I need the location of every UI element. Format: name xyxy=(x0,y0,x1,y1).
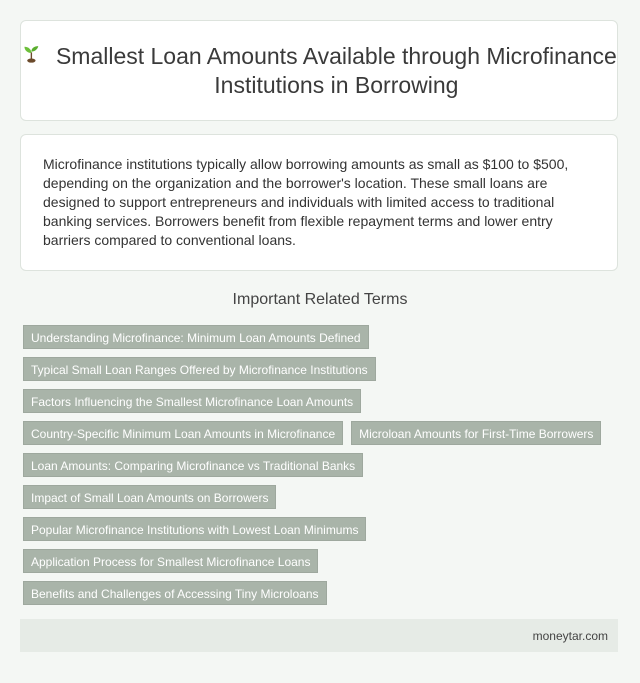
related-term-tag[interactable]: Impact of Small Loan Amounts on Borrowers xyxy=(23,485,276,509)
page-title: Smallest Loan Amounts Available through Microfinance Institutions in Borrowing xyxy=(55,42,617,98)
footer xyxy=(20,619,618,652)
related-term-tag[interactable]: Factors Influencing the Smallest Microfinance Loan Amounts xyxy=(23,389,361,413)
intro-card xyxy=(20,134,618,271)
related-term-tag[interactable]: Country-Specific Minimum Loan Amounts in Microfinance xyxy=(23,421,343,445)
related-term-tag[interactable]: Understanding Microfinance: Minimum Loan Amounts Defined xyxy=(23,325,369,349)
related-term-tag[interactable]: Loan Amounts: Comparing Microfinance vs Traditional Banks xyxy=(23,453,363,477)
sprout-icon xyxy=(21,38,42,68)
footer-site-name[interactable]: moneytar.com xyxy=(532,628,608,643)
related-term-tag[interactable]: Application Process for Smallest Microfinance Loans xyxy=(23,549,318,573)
related-term-tag[interactable]: Popular Microfinance Institutions with Lowest Loan Minimums xyxy=(23,517,366,541)
related-term-tag[interactable]: Benefits and Challenges of Accessing Tiny Microloans xyxy=(23,581,327,605)
title-card xyxy=(20,20,618,121)
related-terms-heading: Important Related Terms xyxy=(232,291,408,308)
title-row xyxy=(21,42,617,100)
related-terms-list xyxy=(23,325,623,605)
related-term-tag[interactable]: Typical Small Loan Ranges Offered by Microfinance Institutions xyxy=(23,357,376,381)
intro-paragraph: Microfinance institutions typically allow borrowing amounts as small as $100 to $500, depending on the organization and the borrower's location. These small loans are designed to support entrepreneurs and individuals with limited access to traditional banking services. Borrowers benefit from flexible repayment terms and lower entry barriers compared to conventional loans. xyxy=(43,156,569,248)
related-term-tag[interactable]: Microloan Amounts for First-Time Borrowers xyxy=(351,421,601,445)
